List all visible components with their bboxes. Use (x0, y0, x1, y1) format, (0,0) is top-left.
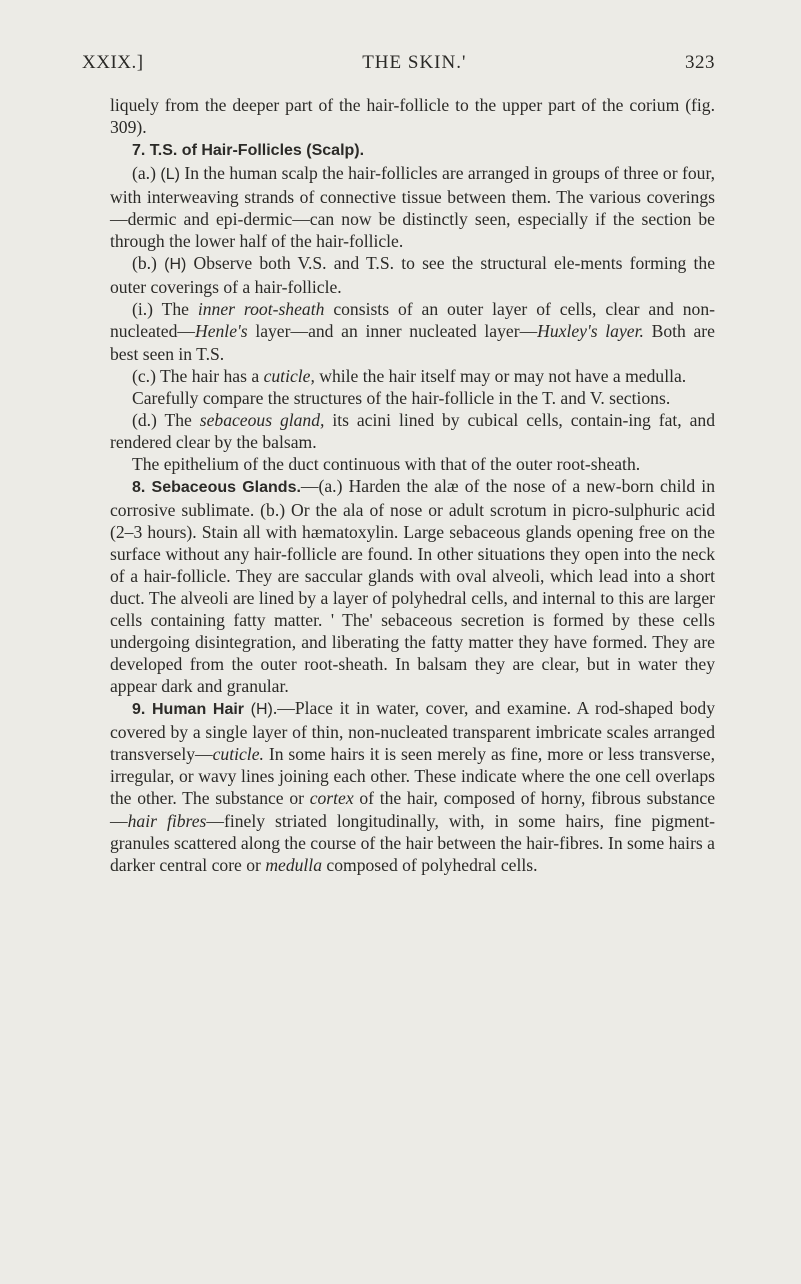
section-7i-term2: Henle's (195, 321, 248, 342)
section-7-label: 7. T.S. of Hair-Follicles (Scalp). (132, 142, 365, 160)
section-7b-tag: (H) (164, 256, 187, 274)
section-9-term4: medulla (265, 854, 322, 875)
section-7d-text: its acini lined by cubical cells, contain-ing fat, and rendered clear by the balsam. (110, 409, 716, 452)
section-9-term1: cuticle. (212, 744, 264, 765)
section-7-epithelium: The epithelium of the duct continuous with that of the outer root-sheath. (132, 453, 641, 474)
section-7c-text: while the hair itself may or may not have a medulla. (314, 365, 687, 386)
section-9-label: 9. Human Hair (132, 701, 245, 719)
section-7d (110, 409, 715, 453)
page-header (82, 52, 715, 74)
section-9-text1: .—Place it in water, cover, and examine. A rod-shaped body covered by a single layer of thin, non-nucleated transparent imbricate scales arranged transversely— (110, 698, 716, 765)
section-7b (110, 252, 715, 298)
section-7i (110, 298, 715, 364)
section-7c-term: cuticle, (263, 365, 315, 386)
page-number: 323 (685, 52, 715, 73)
section-7i-text1: consists of an outer layer of cells, clear and non-nucleated— (110, 299, 715, 342)
section-7c-mark: (c.) The hair has a (132, 365, 264, 386)
section-9-text2: In some hairs it is seen merely as fine, more or less transverse, irregular, or wavy lines joining each other. These indicate where the one cell overlaps the other. The substance or (110, 744, 715, 809)
page-body (110, 94, 715, 876)
section-9 (110, 697, 715, 875)
chapter-number: XXIX.] (82, 52, 144, 73)
section-9-text5: composed of polyhedral cells. (322, 854, 538, 875)
section-7a-tag: (L) (160, 166, 180, 184)
section-7d-term: sebaceous gland, (199, 409, 325, 430)
running-title: THE SKIN.' (362, 52, 467, 73)
section-8 (110, 475, 715, 697)
section-9-tag: (H) (250, 701, 273, 719)
section-8-label: 8. Sebaceous Glands. (132, 478, 301, 496)
section-7i-text2: layer—and an inner nucleated layer— (247, 321, 538, 342)
section-7b-text: Observe both V.S. and T.S. to see the structural ele-ments forming the outer coverings of a hair-follicle. (110, 253, 716, 298)
section-7c (110, 365, 715, 387)
section-9-text4: —finely striated longitudinally, with, in some hairs, fine pigment-granules scattered along the course of the hair between the hair-fibres. In some hairs a darker central core or (110, 810, 716, 875)
section-7-heading (110, 138, 715, 162)
section-7i-term: inner root-sheath (197, 299, 325, 320)
section-7a-mark: (a.) (132, 163, 156, 184)
section-7d-mark: (d.) The (132, 409, 200, 430)
section-9-term3: hair fibres (127, 810, 207, 831)
section-7i-text3: Both are best seen in T.S. (110, 321, 715, 364)
section-9-text3: of the hair, composed of horny, fibrous substance— (110, 788, 716, 831)
section-8-text: —(a.) Harden the alæ of the nose of a new-born child in corrosive sublimate. (b.) Or the ala of nose or adult scrotum in picro-sulphuric acid (2–3 hours). Stain all with hæmatoxylin. Large sebaceous glands opening free on the surface without any hair-follicle are found. In other situations they open into the neck of a hair-follicle. They are saccular glands with oval alveoli, which lead into a short duct. The alveoli are lined by a layer of polyhedral cells, and internal to this are larger cells containing fatty matter. ' The' sebaceous secretion is formed by these cells undergoing disintegration, and liberating the fatty matter they have formed. They are developed from the outer root-sheath. In balsam they are clear, but in water they appear dark and granular. (110, 475, 715, 697)
section-7a-text: In the human scalp the hair-follicles are arranged in groups of three or four, with interweaving strands of connective tissue between them. The various coverings—dermic and epi-dermic—can now be distinctly seen, especially if the section be through the lower half of the hair-follicle. (110, 163, 715, 252)
section-9-term2: cortex (309, 788, 354, 809)
section-7b-mark: (b.) (132, 253, 157, 274)
section-7i-mark: (i.) The (132, 299, 198, 320)
section-7a (110, 162, 715, 252)
paragraph-continuation: liquely from the deeper part of the hair-follicle to the upper part of the corium (fig. 309). (110, 95, 715, 138)
section-7-compare: Carefully compare the structures of the hair-follicle in the T. and V. sections. (132, 387, 671, 408)
section-7i-term3: Huxley's layer. (537, 321, 644, 342)
